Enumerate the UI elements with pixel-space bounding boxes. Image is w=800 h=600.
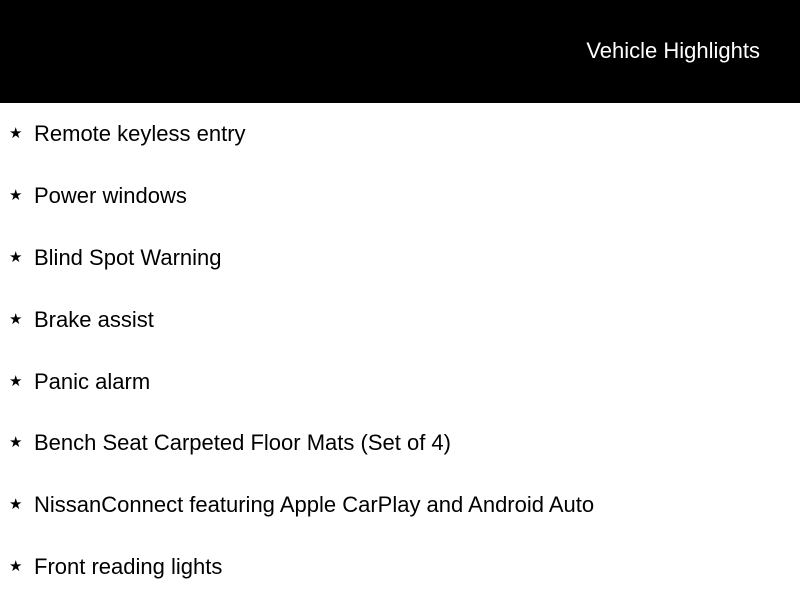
list-item-label: Remote keyless entry [34,121,246,146]
list-item [0,119,800,159]
list-item [0,305,800,345]
star-icon: ★ [9,125,23,142]
list-item-label: Front reading lights [34,554,223,579]
list-item-label: NissanConnect featuring Apple CarPlay and Android Auto [34,492,595,517]
list-item-label: Brake assist [34,307,154,332]
star-icon: ★ [9,373,23,390]
header-bar [0,0,800,103]
list-item-label: Bench Seat Carpeted Floor Mats (Set of 4) [34,430,451,455]
page-title: Vehicle Highlights [586,38,760,63]
star-icon: ★ [9,434,23,451]
list-item-label: Power windows [34,183,187,208]
list-item [0,181,800,221]
list-item-label: Blind Spot Warning [34,245,222,270]
star-icon: ★ [9,249,23,266]
star-icon: ★ [9,558,23,575]
list-item [0,490,800,530]
star-icon: ★ [9,496,23,513]
star-icon: ★ [9,187,23,204]
list-item [0,552,800,592]
list-item [0,428,800,468]
list-item [0,367,800,407]
list-item-label: Panic alarm [34,369,151,394]
star-icon: ★ [9,311,23,328]
list-item [0,243,800,283]
